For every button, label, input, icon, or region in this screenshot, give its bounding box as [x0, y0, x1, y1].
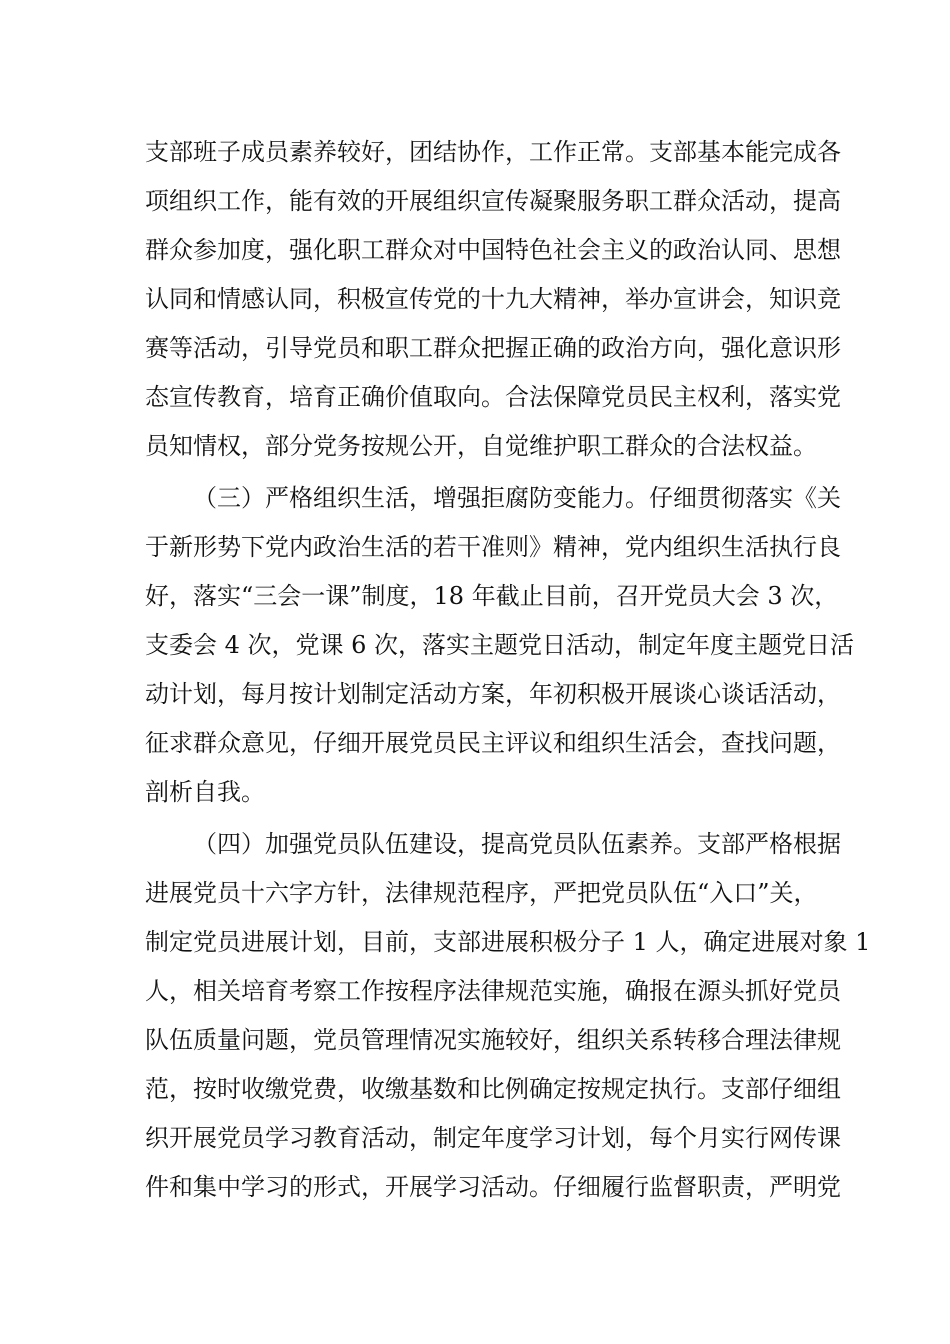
paragraph-3-line-3: 制定党员进展计划，目前，支部进展积极分子 1 人，确定进展对象 1 [145, 928, 871, 956]
paragraph-1-line-7: 员知情权，部分党务按规公开，自觉维护职工群众的合法权益。 [145, 432, 817, 460]
paragraph-2-line-6: 征求群众意见，仔细开展党员民主评议和组织生活会，查找问题， [145, 729, 841, 757]
paragraph-1-line-6: 态宣传教育，培育正确价值取向。合法保障党员民主权利，落实党 [145, 383, 841, 411]
paragraph-2-line-3: 好，落实“三会一课”制度，18 年截止目前，召开党员大会 3 次， [145, 582, 839, 610]
paragraph-3-line-8: 件和集中学习的形式，开展学习活动。仔细履行监督职责，严明党 [145, 1173, 841, 1201]
paragraph-2-line-4: 支委会 4 次，党课 6 次，落实主题党日活动，制定年度主题党日活 [145, 631, 855, 659]
paragraph-1-line-5: 赛等活动，引导党员和职工群众把握正确的政治方向，强化意识形 [145, 334, 841, 362]
paragraph-3-line-5: 队伍质量问题，党员管理情况实施较好，组织关系转移合理法律规 [145, 1026, 841, 1054]
paragraph-1-line-2: 项组织工作，能有效的开展组织宣传凝聚服务职工群众活动，提高 [145, 187, 841, 215]
paragraph-3-line-4: 人，相关培育考察工作按程序法律规范实施，确报在源头抓好党员 [145, 977, 841, 1005]
paragraph-2-line-7: 剖析自我。 [145, 778, 265, 806]
paragraph-3-line-2: 进展党员十六字方针，法律规范程序，严把党员队伍“入口”关， [145, 879, 818, 907]
paragraph-2-line-5: 动计划，每月按计划制定活动方案，年初积极开展谈心谈话活动， [145, 680, 841, 708]
paragraph-1-line-1: 支部班子成员素养较好，团结协作，工作正常。支部基本能完成各 [145, 138, 841, 166]
paragraph-3-line-6: 范，按时收缴党费，收缴基数和比例确定按规定执行。支部仔细组 [145, 1075, 841, 1103]
paragraph-1-line-4: 认同和情感认同，积极宣传党的十九大精神，举办宣讲会，知识竞 [145, 285, 841, 313]
paragraph-2-line-1: （三）严格组织生活，增强拒腐防变能力。仔细贯彻落实《关 [193, 484, 841, 512]
paragraph-3-line-1: （四）加强党员队伍建设，提高党员队伍素养。支部严格根据 [193, 830, 841, 858]
paragraph-1-line-3: 群众参加度，强化职工群众对中国特色社会主义的政治认同、思想 [145, 236, 841, 264]
paragraph-2-line-2: 于新形势下党内政治生活的若干准则》精神，党内组织生活执行良 [145, 533, 841, 561]
paragraph-3-line-7: 织开展党员学习教育活动，制定年度学习计划，每个月实行网传课 [145, 1124, 841, 1152]
